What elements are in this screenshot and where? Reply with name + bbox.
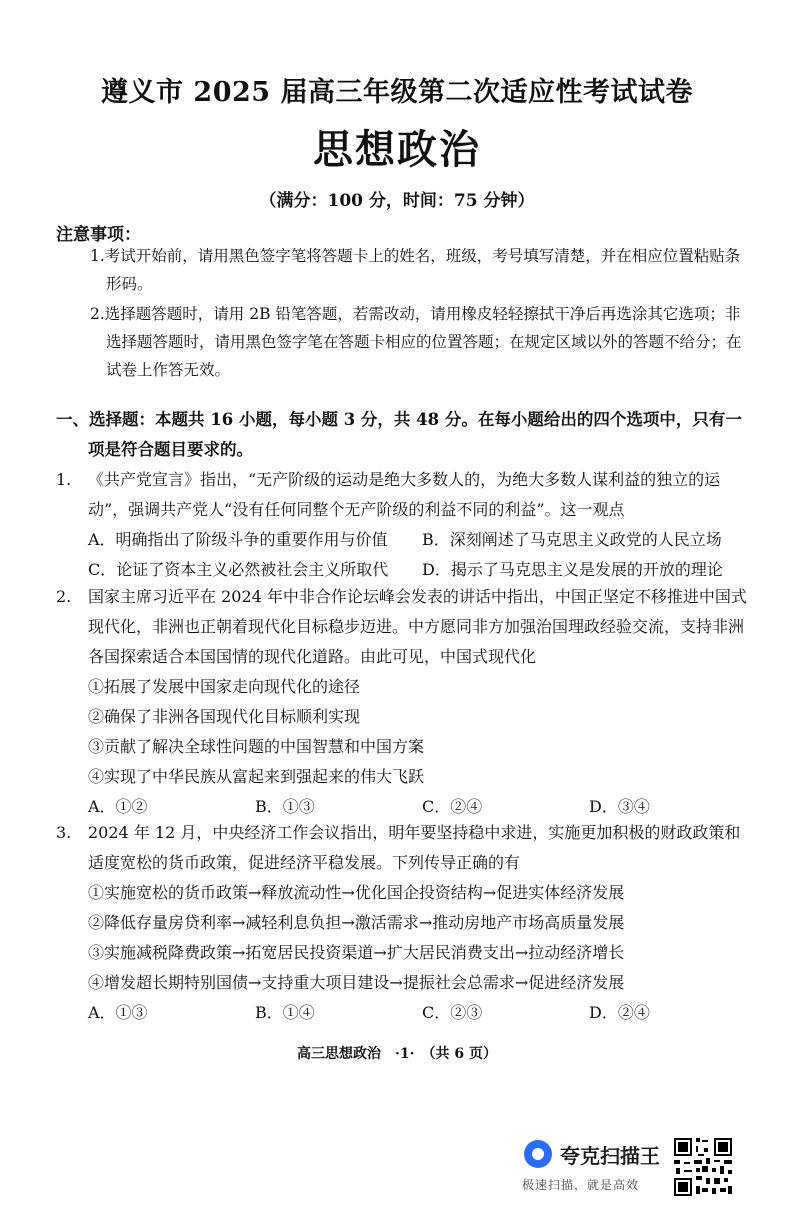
statement-item: ②确保了非洲各国现代化目标顺利实现	[88, 707, 361, 726]
question-stem	[56, 465, 756, 525]
question-number: 3.	[56, 823, 72, 842]
statement-item: ①拓展了发展中国家走向现代化的途径	[88, 677, 361, 696]
statement-list	[56, 672, 756, 792]
option-b[interactable]: B．深刻阐述了马克思主义政党的人民立场	[422, 530, 722, 549]
scanner-slogan: 极速扫描，就是高效	[522, 1178, 640, 1192]
question-stem	[56, 582, 756, 672]
statement-item: ①实施宽松的货币政策→释放流动性→优化国企投资结构→促进实体经济发展	[88, 883, 625, 902]
scanner-watermark	[520, 1138, 670, 1198]
exam-meta: （满分：100 分，时间：75 分钟）	[259, 191, 535, 211]
statement-item: ②降低存量房贷利率→减轻利息负担→激活需求→推动房地产市场高质量发展	[88, 913, 625, 932]
question-3	[56, 818, 756, 1028]
question-2	[56, 582, 756, 822]
option-d[interactable]: D．③④	[589, 797, 650, 816]
question-stem-text: 《共产党宣言》指出，“无产阶级的运动是绝大多数人的，为绝大多数人谋利益的独立的运动”，强调共产党人“没有任何同整个无产阶级的利益不同的利益”。这一观点	[88, 470, 721, 519]
notice-heading: 注意事项：	[56, 225, 141, 245]
option-a[interactable]: A．①③	[88, 1003, 148, 1022]
option-d[interactable]: D．揭示了马克思主义是发展的开放的理论	[422, 560, 723, 579]
option-list	[56, 998, 756, 1028]
subject-title: 思想政治	[313, 126, 481, 173]
question-stem-text: 国家主席习近平在 2024 年中非合作论坛峰会发表的讲话中指出，中国正坚定不移推进中国式现代化，非洲也正朝着现代化目标稳步迈进。中方愿同非方加强治国理政经验交流，支持非洲各国探索适合本国国情的现代化道路。由此可见，中国式现代化	[88, 587, 747, 666]
notice-item: 2.选择题答题时，请用 2B 铅笔答题，若需改动，请用橡皮轻轻擦拭干净后再选涂其它选项；非选择题答题时，请用黑色签字笔在答题卡相应的位置答题；在规定区域以外的答题不给分；在试卷上作答无效。	[90, 305, 742, 379]
page-footer: 高三思想政治 ·1· （共 6 页）	[297, 1046, 497, 1062]
question-stem	[56, 818, 756, 878]
question-number: 2.	[56, 587, 72, 606]
option-b[interactable]: B．①③	[255, 797, 315, 816]
option-c[interactable]: C．②③	[422, 1003, 483, 1022]
scanner-logo-icon	[524, 1140, 552, 1168]
notice-item: 1.考试开始前，请用黑色签字笔将答题卡上的姓名，班级，考号填写清楚，并在相应位置粘贴条形码。	[90, 247, 741, 293]
statement-item: ③贡献了解决全球性问题的中国智慧和中国方案	[88, 737, 425, 756]
option-a[interactable]: A．明确指出了阶级斗争的重要作用与价值	[88, 530, 388, 549]
question-1	[56, 465, 756, 585]
statement-item: ④增发超长期特别国债→支持重大项目建设→提振社会总需求→促进经济发展	[88, 973, 625, 992]
qr-code-icon	[672, 1136, 734, 1198]
section-heading-text: 一、选择题：本题共 16 小题，每小题 3 分，共 48 分。在每小题给出的四个选项中，只有一项是符合题目要求的。	[56, 410, 742, 459]
question-number: 1.	[56, 470, 72, 489]
option-d[interactable]: D．②④	[589, 1003, 650, 1022]
option-c[interactable]: C．论证了资本主义必然被社会主义所取代	[88, 560, 389, 579]
statement-item: ④实现了中华民族从富起来到强起来的伟大飞跃	[88, 767, 425, 786]
question-stem-text: 2024 年 12 月，中央经济工作会议指出，明年要坚持稳中求进，实施更加积极的财政政策和适度宽松的货币政策，促进经济平稳发展。下列传导正确的有	[88, 823, 741, 872]
exam-title: 遵义市 2025 届高三年级第二次适应性考试试卷	[101, 77, 693, 108]
scanner-brand: 夸克扫描王	[560, 1144, 660, 1168]
section-heading	[56, 405, 756, 465]
option-a[interactable]: A．①②	[88, 797, 148, 816]
notice-list	[90, 242, 750, 384]
option-c[interactable]: C．②④	[422, 797, 483, 816]
statement-list	[56, 878, 756, 998]
option-list	[56, 525, 756, 585]
option-b[interactable]: B．①④	[255, 1003, 315, 1022]
statement-item: ③实施减税降费政策→拓宽居民投资渠道→扩大居民消费支出→拉动经济增长	[88, 943, 625, 962]
